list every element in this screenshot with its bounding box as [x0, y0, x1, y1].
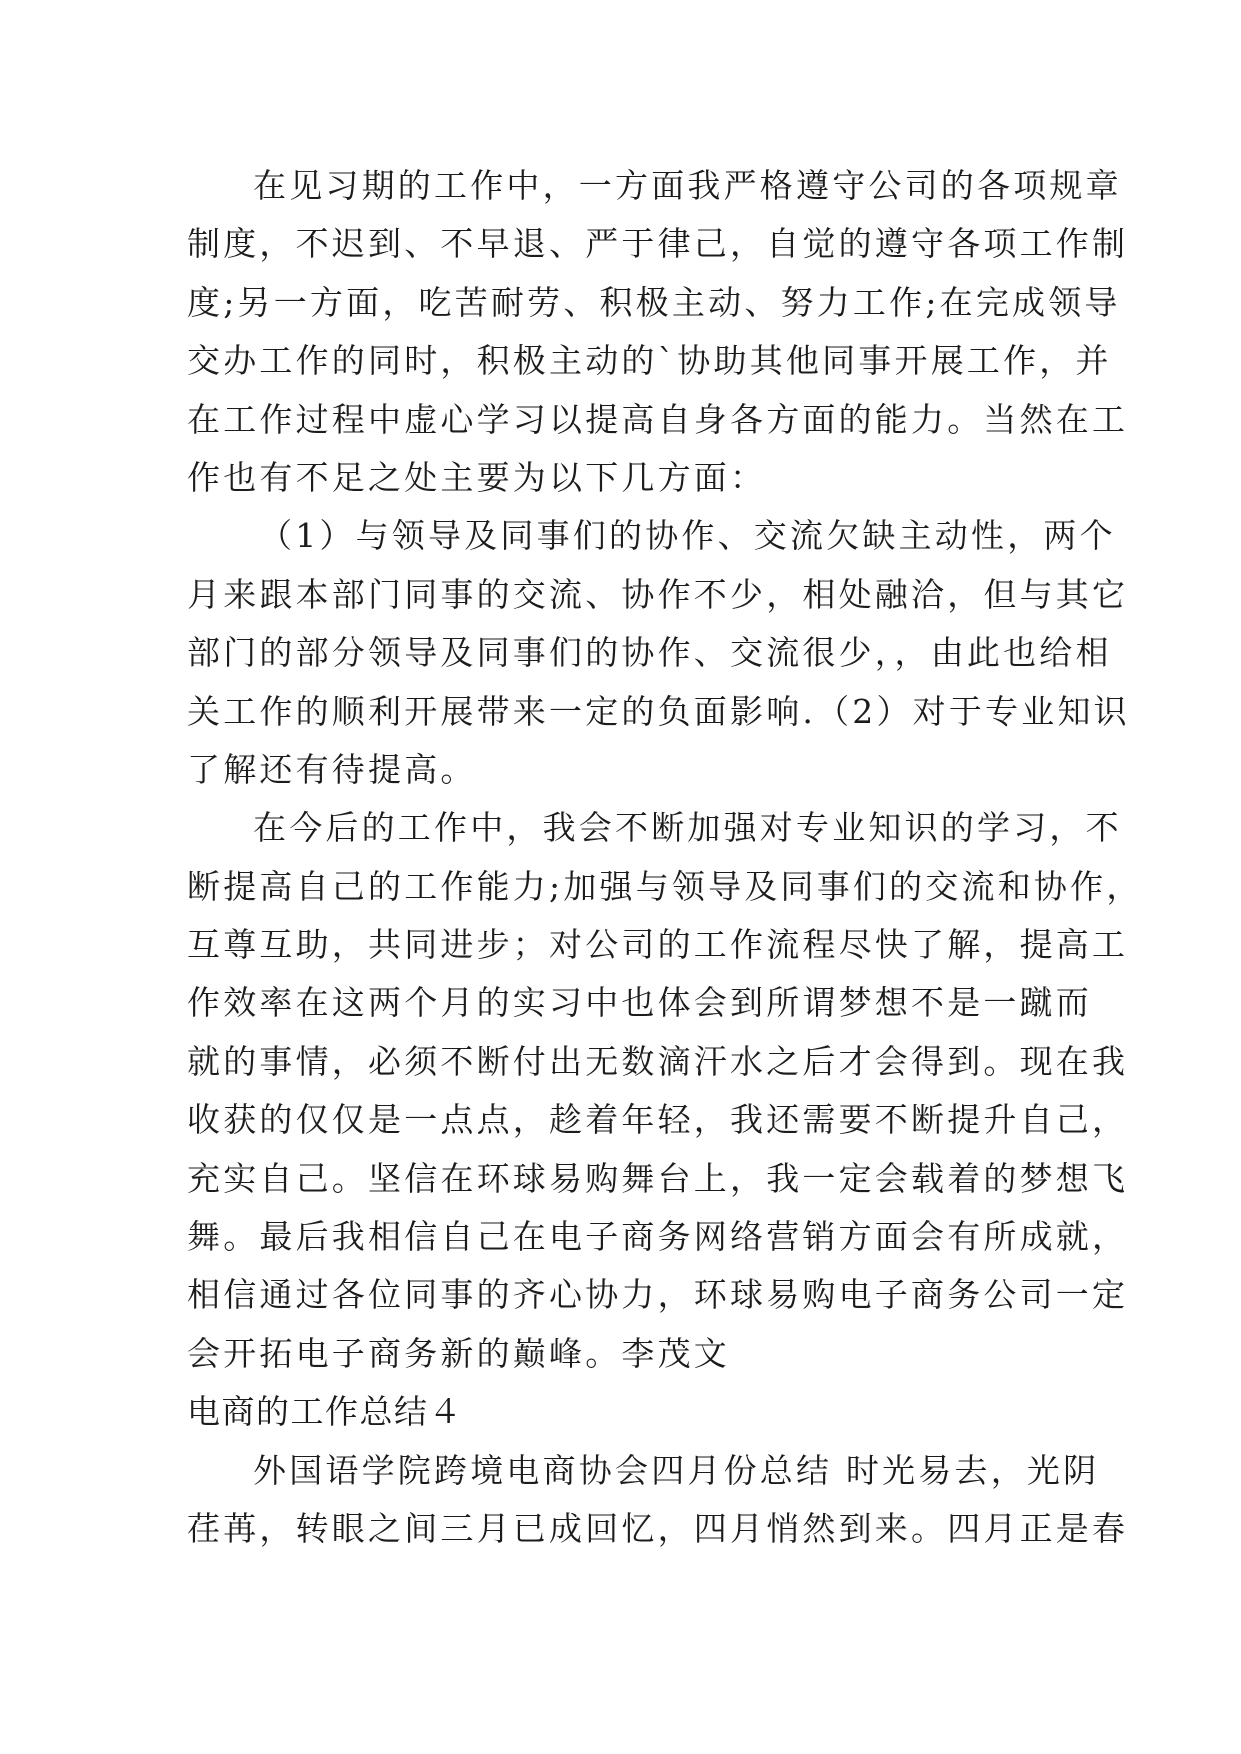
paragraph-line: 断提高自己的工作能力;加强与领导及同事们的交流和协作， [187, 866, 1143, 906]
paragraph-4 [187, 1442, 1129, 1559]
paragraph-line: 会开拓电子商务新的巅峰。李茂文 [187, 1333, 730, 1373]
paragraph-line: 就的事情，必须不断付出无数滴汗水之后才会得到。现在我 [187, 1041, 1129, 1081]
paragraph-line: 充实自己。坚信在环球易购舞台上，我一定会载着的梦想飞 [187, 1158, 1129, 1198]
paragraph-line: 荏苒，转眼之间三月已成回忆，四月悄然到来。四月正是春 [187, 1508, 1129, 1548]
paragraph-line: 互尊互助，共同进步；对公司的工作流程尽快了解，提高工 [187, 925, 1129, 965]
paragraph-line: 了解还有待提高。 [187, 749, 477, 789]
paragraph-1 [187, 157, 1129, 507]
paragraph-line: 相信通过各位同事的齐心协力，环球易购电子商务公司一定 [187, 1275, 1129, 1315]
paragraph-line: 作效率在这两个月的实习中也体会到所谓梦想不是一蹴而 [187, 983, 1092, 1023]
paragraph-line: 关工作的顺利开展带来一定的负面影响.（2）对于专业知识 [187, 691, 1130, 731]
paragraph-3 [187, 799, 1143, 1383]
paragraph-line: 月来跟本部门同事的交流、协作不少，相处融洽，但与其它 [187, 574, 1129, 614]
paragraph-line: 作也有不足之处主要为以下几方面： [187, 457, 767, 497]
paragraph-line: （1）与领导及同事们的协作、交流欠缺主动性，两个 [259, 516, 1116, 556]
paragraph-line: 舞。最后我相信自己在电子商务网络营销方面会有所成就， [187, 1217, 1129, 1257]
paragraph-line: 收获的仅仅是一点点，趁着年轻，我还需要不断提升自己， [187, 1100, 1129, 1140]
paragraph-line: 部门的部分领导及同事们的协作、交流很少，，由此也给相 [187, 633, 1112, 673]
section-heading: 电商的工作总结４ [187, 1392, 463, 1432]
paragraph-line: 度;另一方面，吃苦耐劳、积极主动、努力工作;在完成领导 [187, 282, 1121, 322]
paragraph-2 [187, 507, 1130, 799]
paragraph-line: 外国语学院跨境电商协会四月份总结 时光易去，光阴 [253, 1450, 1100, 1490]
paragraph-line: 制度，不迟到、不早退、严于律己，自觉的遵守各项工作制 [187, 224, 1129, 264]
paragraph-line: 交办工作的同时，积极主动的`协助其他同事开展工作，并 [187, 341, 1112, 381]
document-body [187, 157, 1143, 1558]
paragraph-line: 在工作过程中虚心学习以提高自身各方面的能力。当然在工 [187, 399, 1129, 439]
paragraph-line: 在今后的工作中，我会不断加强对专业知识的学习，不 [253, 808, 1122, 848]
paragraph-line: 在见习期的工作中，一方面我严格遵守公司的各项规章 [253, 166, 1122, 205]
